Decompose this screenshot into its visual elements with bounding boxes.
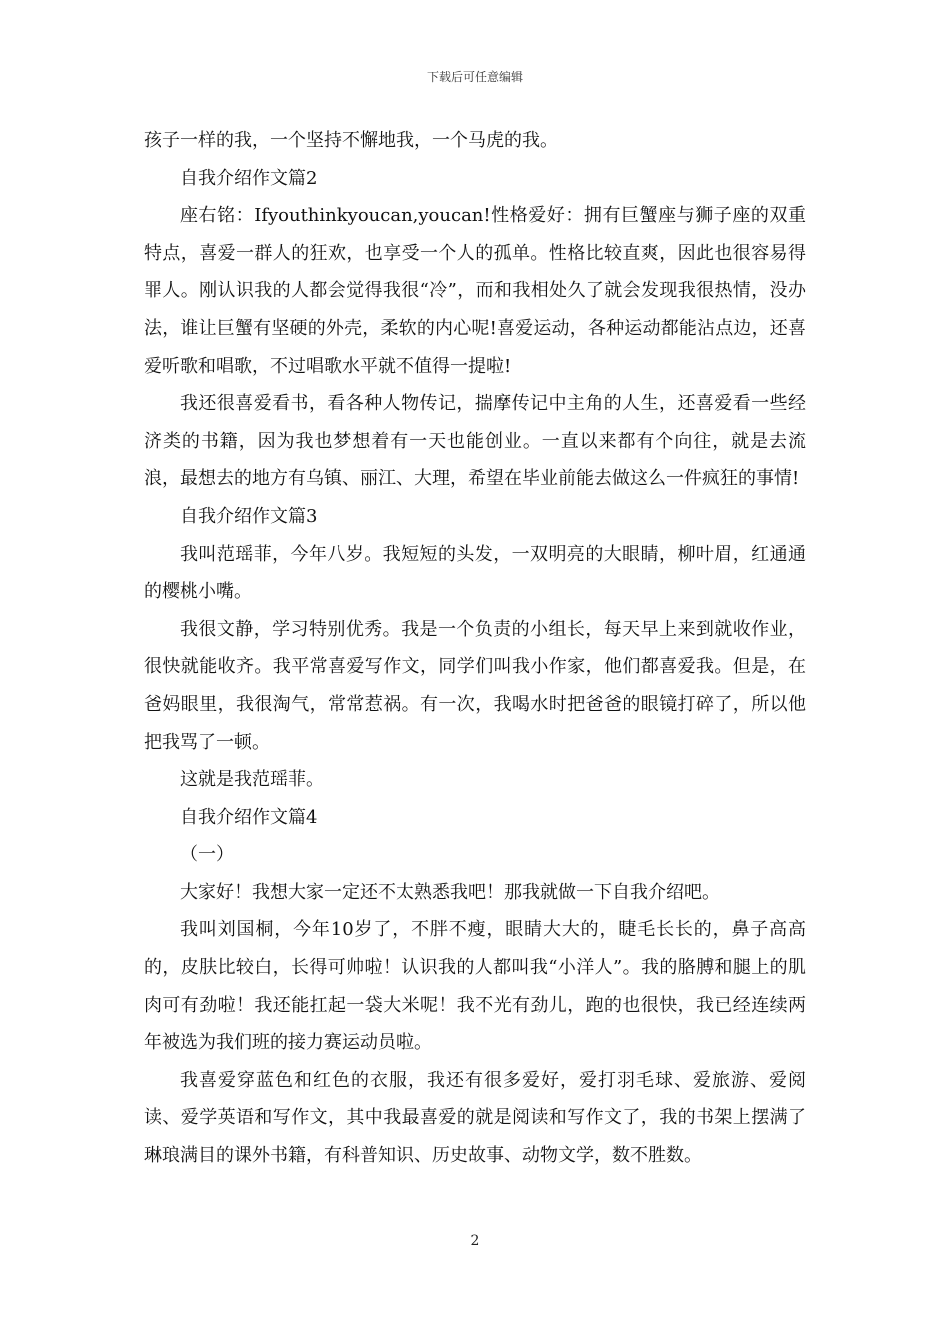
section-heading-4: 自我介绍作文篇4 bbox=[180, 806, 318, 828]
paragraph: 我很文静，学习特别优秀。我是一个负责的小组长，每天早上来到就收作业，很快就能收齐。我平常喜爱写作文，同学们叫我小作家，他们都喜爱我。但是，在爸妈眼里，我很淘气，常常惹祸。有一次，我喝水时把爸爸的眼镜打碎了，所以他把我骂了一顿。 bbox=[144, 618, 806, 753]
subsection-marker: （一） bbox=[180, 844, 234, 866]
document-body bbox=[144, 122, 806, 1175]
page-number: 2 bbox=[470, 1233, 480, 1249]
section-heading-2: 自我介绍作文篇2 bbox=[180, 167, 318, 189]
paragraph-continuation: 孩子一样的我，一个坚持不懈地我，一个马虎的我。 bbox=[144, 130, 558, 151]
paragraph: 大家好！我想大家一定还不太熟悉我吧！那我就做一下自我介绍吧。 bbox=[180, 881, 720, 903]
paragraph: 座右铭：Ifyouthinkyoucan,youcan!性格爱好：拥有巨蟹座与狮子座的双重特点，喜爱一群人的狂欢，也享受一个人的孤单。性格比较直爽，因此也很容易得罪人。刚认识我的人都会觉得我很“冷”，而和我相处久了就会发现我很热情，没办法，谁让巨蟹有坚硬的外壳，柔软的内心呢!喜爱运动，各种运动都能沾点边，还喜爱听歌和唱歌，不过唱歌水平就不值得一提啦! bbox=[144, 205, 806, 377]
paragraph: 这就是我范瑶菲。 bbox=[180, 769, 324, 791]
paragraph: 我叫范瑶菲，今年八岁。我短短的头发，一双明亮的大眼睛，柳叶眉，红通通的樱桃小嘴。 bbox=[144, 543, 806, 603]
paragraph: 我叫刘国桐，今年10岁了，不胖不瘦，眼睛大大的，睫毛长长的，鼻子高高的，皮肤比较白，长得可帅啦！认识我的人都叫我“小洋人”。我的胳膊和腿上的肌肉可有劲啦！我还能扛起一袋大米呢！我不光有劲儿，跑的也很快，我已经连续两年被选为我们班的接力赛运动员啦。 bbox=[144, 919, 806, 1054]
paragraph: 我还很喜爱看书，看各种人物传记，揣摩传记中主角的人生，还喜爱看一些经济类的书籍，因为我也梦想着有一天也能创业。一直以来都有个向往，就是去流浪，最想去的地方有乌镇、丽江、大理，希望在毕业前能去做这么一件疯狂的事情! bbox=[144, 393, 806, 490]
page-header: 下载后可任意编辑 bbox=[426, 70, 523, 84]
section-heading-3: 自我介绍作文篇3 bbox=[180, 505, 318, 527]
paragraph: 我喜爱穿蓝色和红色的衣服，我还有很多爱好，爱打羽毛球、爱旅游、爱阅读、爱学英语和写作文，其中我最喜爱的就是阅读和写作文了，我的书架上摆满了琳琅满目的课外书籍，有科普知识、历史故事、动物文学，数不胜数。 bbox=[144, 1069, 806, 1167]
